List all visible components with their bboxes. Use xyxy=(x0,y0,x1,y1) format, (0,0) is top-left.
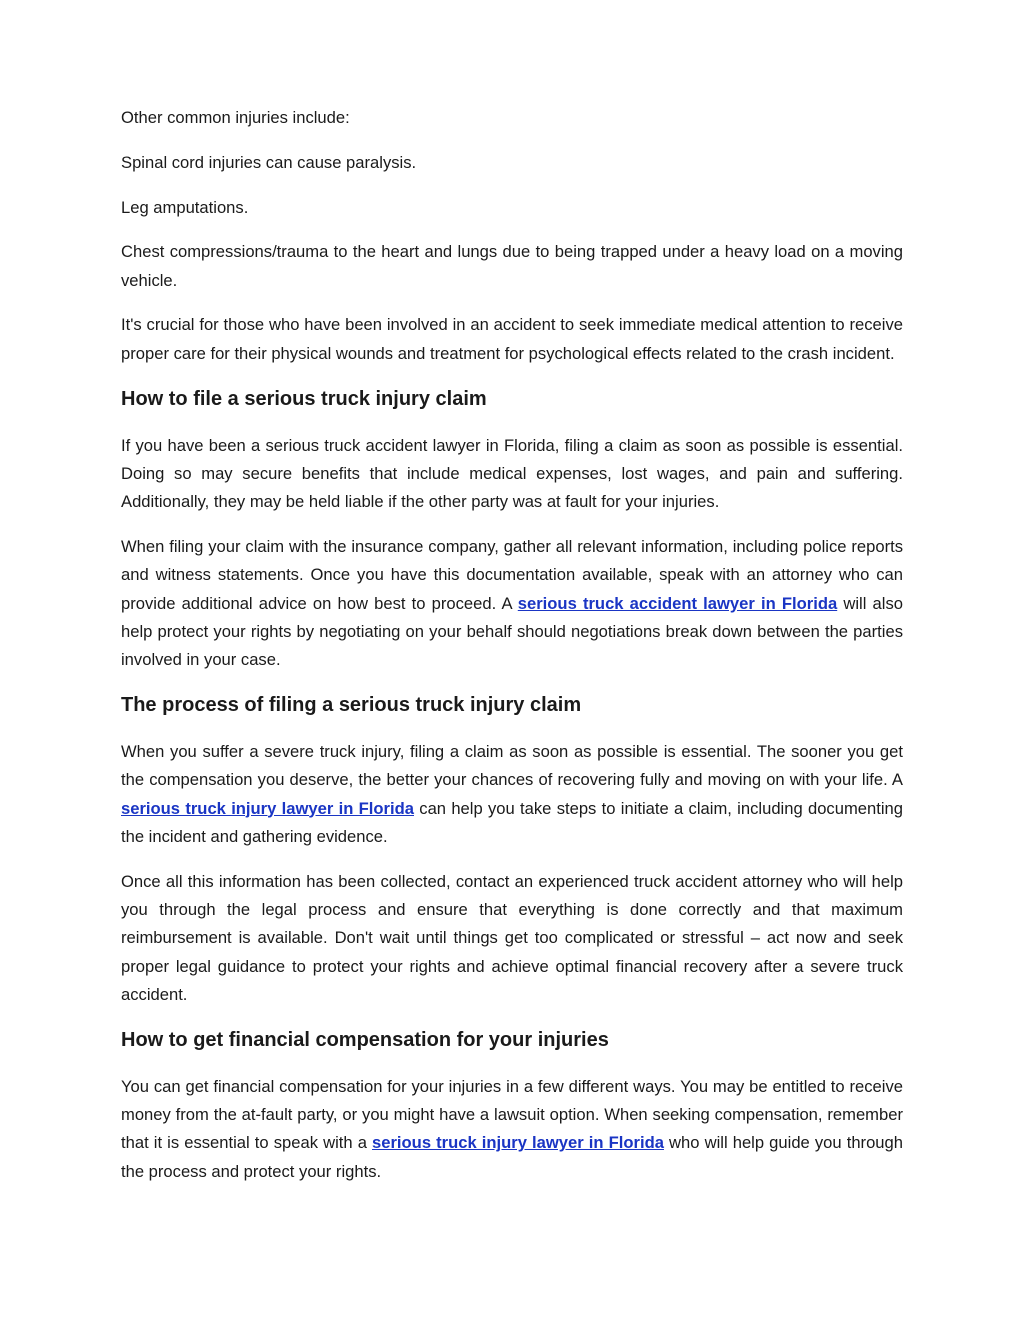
truck-accident-lawyer-link[interactable]: serious truck accident lawyer in Florida xyxy=(517,593,838,613)
document-page xyxy=(121,104,903,1202)
section-3-paragraph-1 xyxy=(121,1073,903,1186)
intro-paragraph-3: Leg amputations. xyxy=(121,197,249,217)
intro-paragraph-5: It's crucial for those who have been involved in an accident to seek immediate medical attention to receive proper care for their physical wounds and treatment for psychological effects related to the crash incident. xyxy=(121,315,903,363)
intro-paragraph-4: Chest compressions/trauma to the heart and lungs due to being trapped under a heavy load on a moving vehicle. xyxy=(121,242,903,290)
intro-paragraph-1: Other common injuries include: xyxy=(121,108,350,127)
section-1-paragraph-2-text-before: When filing your claim with the insurance company, gather all relevant information, including police reports and witness statements. Once you have this documentation available, speak with an attorney who can provide additional advice on how best to proceed. A xyxy=(121,536,903,613)
section-3-heading: How to get financial compensation for your injuries xyxy=(121,1028,609,1051)
section-2-heading: The process of filing a serious truck injury claim xyxy=(121,693,582,716)
section-3-paragraph-1-text-after: who will help guide you through the process and protect your rights. xyxy=(121,1133,903,1181)
truck-injury-lawyer-link[interactable]: serious truck injury lawyer in Florida xyxy=(121,798,414,818)
section-2-paragraph-1-text-after: can help you take steps to initiate a claim, including documenting the incident and gathering evidence. xyxy=(121,798,903,846)
section-3-paragraph-1-text-before: You can get financial compensation for your injuries in a few different ways. You may be entitled to receive money from the at-fault party, or you might have a lawsuit option. When seeking compensation, remember that it is essential to speak with a xyxy=(121,1076,903,1153)
truck-injury-lawyer-link-2[interactable]: serious truck injury lawyer in Florida xyxy=(372,1133,664,1153)
section-1-paragraph-2-text-after: will also help protect your rights by negotiating on your behalf should negotiations break down between the parties involved in your case. xyxy=(121,593,903,670)
intro-paragraph-2: Spinal cord injuries can cause paralysis. xyxy=(121,152,417,172)
section-1-paragraph-2 xyxy=(121,533,903,674)
section-1-heading: How to file a serious truck injury claim xyxy=(121,387,487,410)
section-2-paragraph-1-text-before: When you suffer a severe truck injury, filing a claim as soon as possible is essential. The sooner you get the compensation you deserve, the better your chances of recovering fully and moving on with your life. A xyxy=(121,741,903,790)
section-1-paragraph-1: If you have been a serious truck accident lawyer in Florida, filing a claim as soon as possible is essential. Doing so may secure benefits that include medical expenses, lost wages, and pain and suffering. Additionally, they may be held liable if the other party was at fault for your injuries. xyxy=(121,435,903,512)
section-2-paragraph-1 xyxy=(121,738,903,851)
section-2-paragraph-2: Once all this information has been collected, contact an experienced truck accident attorney who will help you through the legal process and ensure that everything is done correctly and that maximum reimbursement is available. Don't wait until things get too complicated or stressful – act now and seek proper legal guidance to protect your rights and achieve optimal financial recovery after a severe truck accident. xyxy=(121,871,903,1004)
